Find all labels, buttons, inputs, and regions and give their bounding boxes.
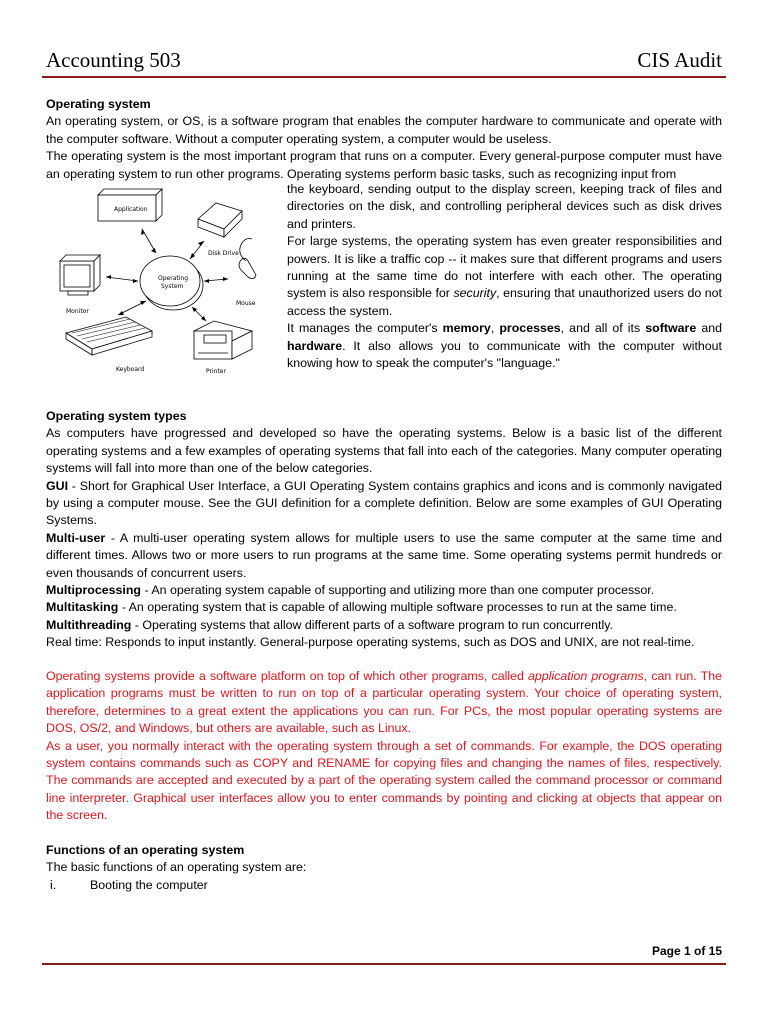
application-icon	[98, 189, 162, 221]
os-diagram	[46, 181, 278, 393]
definition-real-time: Real time: Responds to input instantly. General-purpose operating systems, such as DOS and UNIX, are not real-time.	[46, 635, 695, 650]
footer-divider	[42, 963, 726, 965]
section-os-functions	[46, 842, 722, 894]
page-header	[46, 48, 722, 76]
section-heading: Operating system types	[46, 409, 187, 423]
printer-icon	[194, 321, 252, 359]
label-os-line2: System	[161, 283, 184, 290]
label-application: Application	[114, 206, 148, 213]
paragraph: the keyboard, sending output to the display screen, keeping track of files and directories on the disk, and controlling peripheral devices such as disk drives and printers.	[287, 182, 722, 231]
section-operating-system	[46, 96, 722, 183]
paragraph: The basic functions of an operating system are:	[46, 860, 307, 875]
figure-side-text	[287, 181, 722, 372]
label-printer: Printer	[206, 368, 226, 375]
list-text: Booting the computer	[90, 877, 208, 892]
header-topic: CIS Audit	[637, 48, 722, 72]
label-keyboard: Keyboard	[116, 366, 145, 373]
header-divider	[42, 76, 726, 78]
definition-multithreading: Multithreading - Operating systems that allow different parts of a software program to run concurrently.	[46, 617, 613, 632]
paragraph: Operating systems provide a software platform on top of which other programs, called application programs, can run. The application programs must be written to run on top of a particular operating system. Your choice of operating system, therefore, determines to a great extent the applications you can run. For PCs, the most popular operating systems are DOS, OS/2, and Windows, but others are available, such as Linux.	[46, 669, 722, 736]
paragraph: As a user, you normally interact with the operating system through a set of commands. For example, the DOS operating system contains commands such as COPY and RENAME for copying files and changing the names of files, respectively. The commands are accepted and executed by a part of the operating system called the command processor or command line interpreter. Graphical user interfaces allow you to enter commands by pointing and clicking at objects that appear on the screen.	[46, 738, 722, 823]
keyboard-icon	[66, 317, 152, 355]
section-heading: Operating system	[46, 97, 151, 111]
list-item	[46, 877, 722, 894]
monitor-icon	[60, 255, 100, 295]
paragraph: As computers have progressed and developed so have the operating systems. Below is a basic list of the different operating systems and a few examples of operating systems that fall into each of the categories. Many computer operating systems will fall into more than one of the below categories.	[46, 426, 722, 476]
paragraph: It manages the computer's memory, processes, and all of its software and hardware. It also allows you to communicate with the computer without knowing how to speak the computer's "language."	[287, 321, 722, 371]
definition-multiprocessing: Multiprocessing - An operating system capable of supporting and utilizing more than one computer processor.	[46, 583, 655, 598]
definition-multitasking: Multitasking - An operating system that is capable of allowing multiple software processes to run at the same time.	[46, 600, 677, 615]
paragraph: The operating system is the most important program that runs on a computer. Every general-purpose computer must have an operating system to run other programs. Operating systems perform basic tasks, such as recognizing input from	[46, 149, 722, 181]
page-number: Page 1 of 15	[651, 944, 722, 958]
section-os-types	[46, 408, 722, 652]
section-red-notes	[46, 668, 722, 825]
disk-drive-icon	[198, 203, 242, 237]
header-course: Accounting 503	[46, 48, 181, 72]
label-monitor: Monitor	[66, 308, 89, 315]
section-heading: Functions of an operating system	[46, 843, 245, 857]
label-disk-drive: Disk Drive	[208, 250, 239, 257]
definition-multi-user: Multi-user - A multi-user operating system allows for multiple users to use the same computer at the same time and different times. Allows two or more users to run programs at the same time. Some operating systems permit hundreds or even thousands of concurrent users.	[46, 530, 722, 580]
paragraph: For large systems, the operating system has even greater responsibilities and powers. It is like a traffic cop -- it makes sure that different programs and users running at the same time do not interfere with each other. The operating system is also responsible for security, ensuring that unauthorized users do not access the system.	[287, 234, 722, 318]
label-mouse: Mouse	[236, 300, 256, 307]
definition-gui: GUI - Short for Graphical User Interface, a GUI Operating System contains graphics and icons and is commonly navigated by using a computer mouse. See the GUI definition for a complete definition. Below are some examples of GUI Operating Systems.	[46, 478, 722, 528]
label-os-line1: Operating	[158, 275, 188, 282]
mouse-icon	[239, 239, 256, 279]
list-number: i.	[50, 877, 57, 892]
paragraph: An operating system, or OS, is a software program that enables the computer hardware to communicate and operate with the computer software. Without a computer operating system, a computer would be useless.	[46, 114, 722, 146]
